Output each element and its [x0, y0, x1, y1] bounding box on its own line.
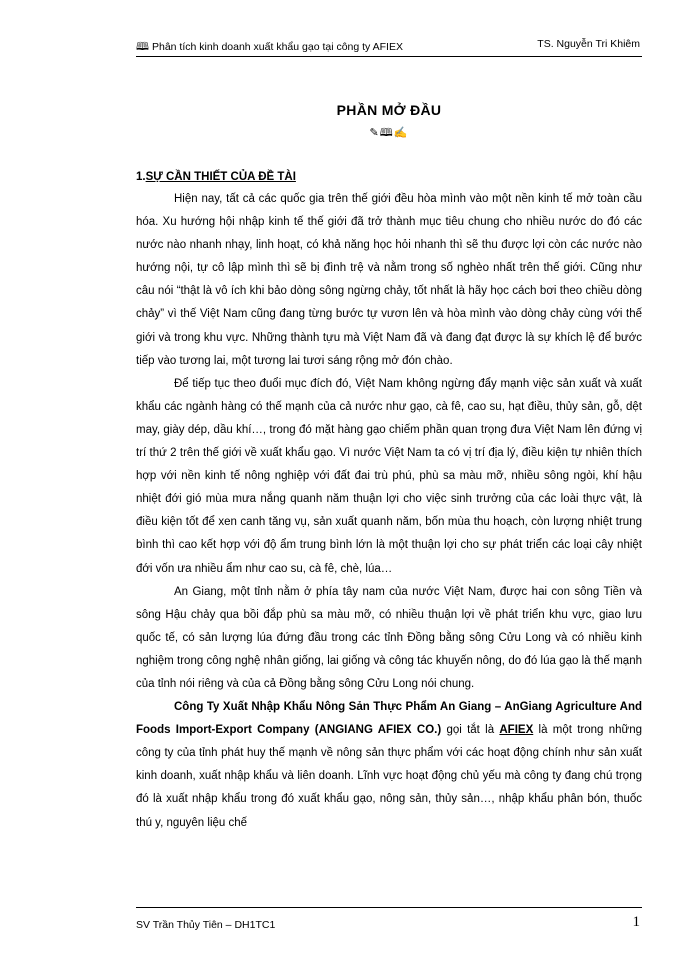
header-document-title: Phân tích kinh doanh xuất khẩu gạo tại công ty AFIEX — [151, 41, 403, 53]
header-author: TS. Nguyễn Tri Khiêm — [537, 38, 640, 50]
paragraph-3: An Giang, một tỉnh nằm ở phía tây nam của nước Việt Nam, được hai con sông Tiền và sông Hậu chảy qua bồi đắp phù sa màu mỡ, có nhiều thuận lợi về phát triển khu vực, giao lưu quốc tế, có sản lượng lúa đứng đầu trong các tỉnh Đồng bằng sông Cửu Long và có nhiều kinh nghiệm trong công nghệ nhân giống, lai giống và công tác khuyến nông, do đó lúa gạo là thế mạnh của tỉnh nói riêng và của cả Đồng bằng sông Cửu Long nói chung. — [136, 585, 642, 690]
section-heading — [136, 171, 296, 183]
footer-student: SV Trần Thủy Tiên – DH1TC1 — [136, 919, 276, 931]
page-title: PHẦN MỞ ĐẦU — [336, 102, 442, 118]
paragraph-4-rest: là một trong những công ty của tỉnh phát huy thế mạnh về nông sản thực phẩm với các hoạt động chính như sản xuất kinh doanh, xuất nhập khẩu và liên doanh. Lĩnh vực hoạt động chủ yếu mà công ty đang chú trọng đó là xuất nhập khẩu trong đó xuất khẩu gạo, nông sản, thủy sản…, nhập khẩu phân bón, thuốc thú y, nguyên liệu chế — [136, 724, 642, 829]
section-title: SỰ CẦN THIẾT CỦA ĐỀ TÀI — [145, 171, 296, 183]
company-abbreviation: AFIEX — [499, 724, 534, 737]
section-number: 1. — [136, 171, 146, 183]
document-body — [136, 188, 642, 835]
footer-divider — [136, 907, 642, 908]
paragraph-4 — [136, 696, 642, 835]
page-number: 1 — [632, 914, 640, 930]
paragraph-4-mid: gọi tắt là — [441, 724, 500, 737]
company-name: Công Ty Xuất Nhập Khẩu Nông Sản Thực Phẩm An Giang – AnGiang Agriculture And Foods Import-Export Company (ANGIANG AFIEX CO.) — [136, 701, 642, 737]
title-ornament-icon: ✎🕮✍ — [369, 127, 409, 139]
paragraph-2: Để tiếp tục theo đuổi mục đích đó, Việt Nam không ngừng đẩy mạnh việc sản xuất và xuất khẩu các ngành hàng có thế mạnh của cả nước như gạo, cà fê, cao su, hạt điều, thủy sản, gỗ, dệt may, giày dép, dầu khí…, trong đó mặt hàng gạo chiếm phần quan trọng đưa Việt Nam lên đứng vị trí thứ 2 trên thế giới về xuất khẩu gạo. Vì nước Việt Nam ta có vị trí địa lý, điều kiện tự nhiên thích hợp với nền kinh tế nông nghiệp với đất đai trù phú, phù sa màu mỡ, nhiều sông ngòi, khí hậu nhiệt đới gió mùa mưa nắng quanh năm thuận lợi cho việc sinh trưởng của các loài thực vật, là điều kiện tốt để xen canh tăng vụ, sản xuất quanh năm, bốn mùa thu hoạch, còn lượng nhiệt trung bình thì cao kết hợp với độ ẩm trung bình lớn là một thuận lợi cho sự phát triển các loại cây nhiệt đới vốn ưa nhiều ẩm như cao su, cà fê, chè, lúa… — [136, 377, 642, 575]
paragraph-1: Hiện nay, tất cả các quốc gia trên thế giới đều hòa mình vào một nền kinh tế mở toàn cầu hóa. Xu hướng hội nhập kinh tế thế giới đã trở thành mục tiêu chung cho nhiều nước do đó các nước nào nhanh nhạy, linh hoạt, có khả năng học hỏi nhanh thì sẽ thu được lợi còn các nước nào hướng nội, tự cô lập mình thì sẽ bị đình trệ và nằm trong số nghèo nhất trên thế giới. Cũng như câu nói “thật là vô ích khi bảo dòng sông ngừng chảy, tốt nhất là hãy học cách bơi theo chiều dòng chảy” vì thế Việt Nam cũng đang từng bước tự vươn lên và hòa mình vào dòng chảy cùng với thế giới và trong khu vực. Những thành tựu mà Việt Nam đã và đang đạt được là sự khích lệ để bước tiếp vào tương lai, một tương lai tươi sáng rộng mở đón chào. — [136, 193, 642, 367]
page-header — [136, 34, 642, 57]
book-icon: 🕮 — [136, 41, 149, 53]
header-left — [136, 38, 403, 57]
